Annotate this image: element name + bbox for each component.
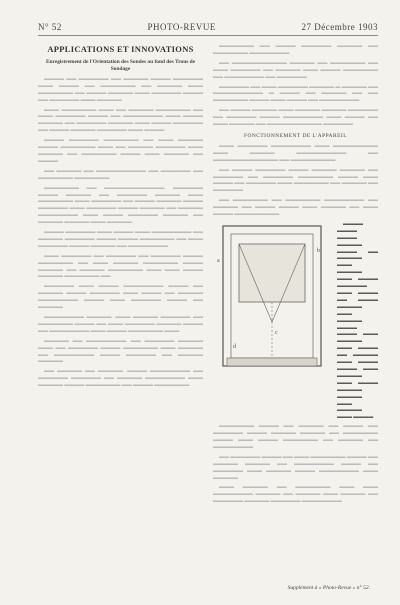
page-footer: Supplément à « Photo-Revue » n° 52. (287, 585, 370, 591)
body-text-right-top: ▬▬▬▬▬▬▬ ▬▬ ▬▬▬▬ ▬▬▬▬▬▬ ▬▬▬▬▬ ▬▬ ▬▬▬▬▬▬▬ ▬▬▬▬▬▬▬▬ ▬▬ ▬▬▬▬▬▬▬▬▬▬▬ ▬▬▬▬▬ ▬▬ ▬▬▬▬▬▬▬ ▬▬ ▬▬▬ ▬▬▬▬▬▬ ▬▬ ▬▬▬▬▬ ▬▬▬ ▬▬▬▬ ▬▬▬▬▬▬▬ ▬▬ ▬▬▬▬▬▬▬▬ ▬▬ ▬▬▬▬▬▬ ▬▬▬▬▬▬ ▬▬ ▬▬▬ ▬▬▬▬▬▬ ▬▬▬▬▬ ▬ ▬▬▬▬▬ ▬▬ ▬▬▬▬▬▬▬▬▬▬ ▬ ▬▬▬▬ ▬▬ ▬▬▬▬▬ ▬▬ ▬▬ ▬▬▬▬▬▬▬ ▬▬▬▬ ▬▬▬ ▬▬▬▬ ▬▬ ▬▬▬▬▬▬▬▬ ▬▬ ▬▬▬▬ ▬▬▬▬▬ ▬▬▬ ▬▬▬▬▬ ▬▬▬▬▬ ▬▬▬▬▬▬ ▬▬ ▬▬▬▬▬▬ ▬▬▬▬ ▬▬▬▬▬▬▬▬ ▬▬▬ ▬▬▬▬ ▬▬ ▬▬▬ ▬▬▬▬▬ ▬▬ ▬▬▬▬▬▬▬▬▬▬▬ ▬▬▬▬▬▬ (213, 44, 378, 128)
label-c: c (275, 329, 278, 336)
body-text-left: ▬▬▬▬ ▬▬ ▬▬▬▬▬▬ ▬▬ ▬▬▬▬▬ ▬▬▬▬ ▬▬▬▬▬▬ ▬▬▬ ▬▬▬▬ ▬▬ ▬▬▬▬▬▬▬ ▬▬ ▬▬▬▬▬ ▬▬▬ ▬▬▬▬▬▬▬ ▬▬ ▬▬▬▬ ▬▬▬▬▬ ▬▬▬ ▬▬▬▬▬▬ ▬▬▬▬ ▬▬ ▬▬▬▬▬▬ ▬▬▬ ▬▬▬▬▬ ▬▬▬ ▬▬▬▬▬▬▬ ▬▬▬ ▬▬ ▬▬▬▬▬ ▬▬▬▬▬▬▬ ▬▬ ▬▬▬ ▬▬▬▬▬▬ ▬▬▬▬ ▬▬ ▬▬▬▬▬▬▬▬ ▬▬▬ ▬▬▬▬ ▬▬▬▬▬ ▬▬ ▬▬▬▬▬▬ ▬▬▬▬▬ ▬▬▬ ▬▬▬▬ ▬▬▬▬▬▬ ▬▬ ▬▬▬▬ ▬▬▬▬▬ ▬▬▬▬▬▬ ▬▬▬ ▬▬▬▬ ▬▬▬▬ ▬▬▬▬▬▬ ▬▬▬▬▬▬▬ ▬▬ ▬▬▬ ▬▬▬▬▬ ▬▬▬▬ ▬▬▬▬▬▬▬ ▬▬▬ ▬▬ ▬▬▬▬▬ ▬▬▬▬▬▬ ▬▬▬ ▬▬▬▬▬ ▬▬ ▬▬▬▬▬▬▬ ▬▬▬▬ ▬▬▬ ▬▬▬▬▬ ▬▬ ▬▬▬▬ ▬▬ ▬▬▬▬▬ ▬▬ ▬▬▬▬▬▬▬▬▬▬ ▬▬ ▬▬▬▬▬▬ ▬▬ ▬▬▬▬▬▬▬ ▬▬▬▬▬▬▬ ▬▬▬▬▬▬▬ ▬▬ ▬▬▬▬▬▬▬▬▬▬▬▬. ▬▬▬▬▬▬ ▬▬▬▬ ▬▬▬▬▬ ▬▬ ▬▬▬▬▬▬ ▬▬▬▬▬ ▬▬▬ ▬▬▬▬▬▬▬ ▬▬▬ ▬▬▬▬▬▬ ▬▬ ▬▬▬▬ ▬▬▬▬▬ ▬▬▬▬ ▬▬▬▬▬▬ ▬▬▬ ▬▬▬▬▬▬ ▬▬▬▬ ▬▬▬▬▬ ▬▬ ▬▬▬▬▬ ▬▬▬▬▬▬▬▬ ▬▬▬ ▬▬▬▬ ▬▬▬▬▬▬ ▬▬▬▬▬ ▬▬ ▬▬▬▬▬ ▬▬▬▬▬ ▬▬▬ ▬▬▬▬▬ ▬▬▬▬ ▬▬▬▬▬▬ ▬▬▬ ▬▬▬▬ ▬▬▬ ▬▬▬▬▬▬▬▬ ▬▬ ▬▬▬▬▬ ▬▬▬▬▬▬ ▬▬▬▬ ▬▬▬▬ ▬▬▬▬▬▬▬ ▬▬ ▬▬▬ ▬▬▬▬▬▬ ▬▬▬▬ ▬▬▬▬▬ ▬▬ ▬▬▬▬▬▬▬▬ ▬▬▬ ▬▬▬▬▬▬ ▬▬ ▬▬▬▬▬▬ ▬▬ ▬▬▬▬▬▬ ▬▬▬▬ ▬▬▬▬▬▬▬ ▬▬ ▬▬▬ ▬▬▬▬▬ ▬▬▬▬▬▬▬ ▬▬▬▬ ▬▬▬▬▬ ▬▬ ▬▬▬▬▬ ▬▬▬▬▬▬▬ ▬▬▬ ▬▬▬ ▬▬▬▬ ▬▬▬▬▬ ▬▬▬▬▬▬▬ ▬▬ ▬▬▬▬▬▬ ▬▬▬ ▬▬▬▬ ▬▬▬▬▬▬▬▬ ▬▬▬▬ ▬▬ ▬▬▬▬▬ ▬▬▬▬ ▬▬▬▬▬▬ ▬▬▬ ▬▬▬▬ ▬▬ ▬▬▬▬▬ ▬▬▬▬▬▬▬▬ ▬▬▬▬ ▬▬▬ ▬▬▬▬▬▬ ▬▬▬▬ ▬▬ ▬▬▬▬▬ ▬▬▬▬▬▬▬▬ ▬▬▬▬▬. ▬▬▬ ▬▬▬▬▬ ▬▬▬▬▬▬ ▬▬ ▬▬▬▬▬▬▬ ▬▬▬▬ ▬▬ ▬▬▬ ▬▬▬▬▬▬ ▬▬▬▬▬ ▬▬▬▬ ▬▬ ▬▬▬▬▬▬▬▬ ▬▬▬ ▬▬▬▬ ▬▬▬▬▬▬▬ ▬▬▬ ▬▬▬▬▬ ▬▬ ▬▬▬▬▬▬▬▬. ▬▬ ▬▬▬▬▬▬ ▬▬▬▬▬ ▬▬▬ ▬▬ ▬▬▬▬▬▬ ▬▬▬▬ ▬▬▬▬▬▬▬ ▬▬▬ ▬▬▬▬▬ ▬▬ ▬▬▬▬▬▬▬▬ ▬▬▬▬ ▬▬▬▬▬▬ ▬▬ ▬▬▬▬▬ ▬▬▬▬▬ ▬▬ ▬▬▬▬▬ ▬▬ ▬▬▬▬▬. ▬▬▬▬ ▬▬▬▬▬▬▬▬ ▬▬ ▬▬▬▬▬▬ ▬▬▬▬▬▬ ▬▬ ▬▬▬▬▬ ▬▬▬▬▬▬▬▬ ▬▬▬ ▬▬▬▬▬ ▬▬▬▬ ▬▬▬▬▬▬▬ ▬▬ ▬▬▬▬ ▬▬▬▬▬▬▬ (38, 76, 203, 389)
article-title: Enregistrement de l'Orientation des Sondes au fond des Trous de Sondage (45, 58, 196, 72)
label-b: b (317, 247, 320, 254)
plate-chamber (239, 244, 305, 302)
figure-side-text: ▬▬▬▬ ▬▬▬▬ ▬▬▬▬ ▬▬▬▬▬ ▬▬▬▬ ▬▬ ▬▬▬▬▬ ▬▬▬ ▬▬▬▬▬ ▬▬▬ ▬▬▬▬ ▬▬▬▬▬▬ ▬▬▬ ▬▬▬▬ ▬▬ ▬▬▬▬ ▬▬▬▬▬ ▬▬▬ ▬▬▬▬▬ ▬▬▬▬ ▬▬▬▬ ▬▬▬ ▬▬▬▬▬ ▬▬▬ ▬▬▬▬ ▬▬ ▬▬▬▬▬ ▬▬▬ ▬▬▬▬ ▬▬▬▬ ▬▬▬ ▬▬▬▬▬ ▬▬▬ ▬▬▬▬ ▬▬▬▬▬ ▬▬▬▬▬ ▬▬▬ ▬▬▬▬▬ ▬▬▬ ▬▬▬▬ (337, 221, 378, 421)
base-plate (227, 358, 317, 366)
right-column (213, 44, 378, 509)
body-text-right-mid: ▬▬▬ ▬▬▬▬▬▬ ▬▬▬▬▬▬▬▬ ▬▬▬ ▬▬▬▬▬▬▬▬▬ ▬▬▬ ▬▬▬▬▬ ▬▬▬▬▬▬▬▬▬▬ ▬▬ ▬▬▬▬▬▬▬▬▬▬▬▬▬ ▬▬ ▬▬▬▬▬▬▬▬▬ ▬▬ ▬▬▬▬ ▬▬▬▬▬▬ ▬▬▬▬ ▬▬▬▬▬ ▬▬▬▬▬ ▬▬ ▬▬▬▬▬▬ ▬▬ ▬▬▬▬▬▬ ▬▬▬▬▬▬▬ ▬▬▬▬ ▬▬▬ ▬▬▬▬ ▬▬ ▬▬▬▬▬▬ ▬▬▬ ▬▬▬▬▬▬▬ ▬▬ ▬▬▬▬▬ ▬▬ ▬▬▬▬▬▬ ▬▬ ▬▬▬▬▬▬▬ ▬▬ ▬▬▬▬▬▬▬ ▬▬▬▬▬▬▬▬ ▬▬ ▬▬▬▬▬ ▬▬ ▬▬▬▬ ▬▬▬▬ ▬▬▬ ▬▬▬▬▬ ▬▬ ▬▬▬ ▬▬▬▬ ▬▬▬▬▬▬▬▬▬ (213, 143, 378, 218)
label-a: a (217, 257, 220, 264)
figure-block (213, 222, 378, 424)
apparatus-diagram (213, 222, 331, 372)
body-text-right-bottom: ▬▬▬▬▬▬▬ ▬▬▬▬ ▬▬ ▬▬▬▬▬ ▬▬ ▬▬▬▬ ▬▬ ▬▬▬▬▬▬ ▬▬▬▬ ▬▬▬▬▬ ▬▬▬▬▬ ▬▬ ▬▬▬▬▬▬▬ ▬▬▬▬ ▬▬▬ ▬▬▬▬ ▬▬▬▬▬▬▬ ▬▬ ▬▬▬▬▬ ▬▬ ▬▬▬▬▬▬▬▬ ▬▬ ▬▬▬▬▬▬ ▬▬▬▬ ▬▬ ▬▬▬ ▬▬▬▬▬▬▬ ▬▬▬▬ ▬▬ ▬▬▬▬▬ ▬▬▬▬▬ ▬▬ ▬▬▬▬▬▬▬▬ ▬▬▬▬ ▬▬ ▬▬▬▬▬▬ ▬▬▬ ▬▬▬▬▬ ▬▬▬▬ ▬▬▬▬▬▬▬▬ ▬▬▬ ▬▬▬▬▬ ▬▬▬ ▬▬▬▬▬ ▬▬ ▬▬▬▬▬▬▬ ▬▬▬ ▬▬▬ ▬▬▬▬▬▬▬▬ ▬▬▬▬▬ ▬▬ ▬▬▬▬▬ ▬▬▬ ▬▬▬▬▬ ▬▬ ▬▬▬▬▬▬ ▬▬▬▬▬ ▬▬▬▬▬▬ ▬▬▬▬▬▬▬▬ (213, 424, 378, 505)
left-column (38, 44, 203, 509)
section-title: APPLICATIONS ET INNOVATIONS (47, 44, 194, 54)
header-divider (38, 35, 378, 36)
issue-number: N° 52 (38, 22, 62, 32)
issue-date: 27 Décembre 1903 (301, 22, 378, 32)
label-d: d (233, 343, 236, 350)
article-columns (38, 44, 378, 509)
page-header (38, 22, 378, 32)
section-subhead: FONCTIONNEMENT DE L'APPAREIL (243, 132, 348, 139)
magazine-name: PHOTO-REVUE (147, 22, 216, 32)
